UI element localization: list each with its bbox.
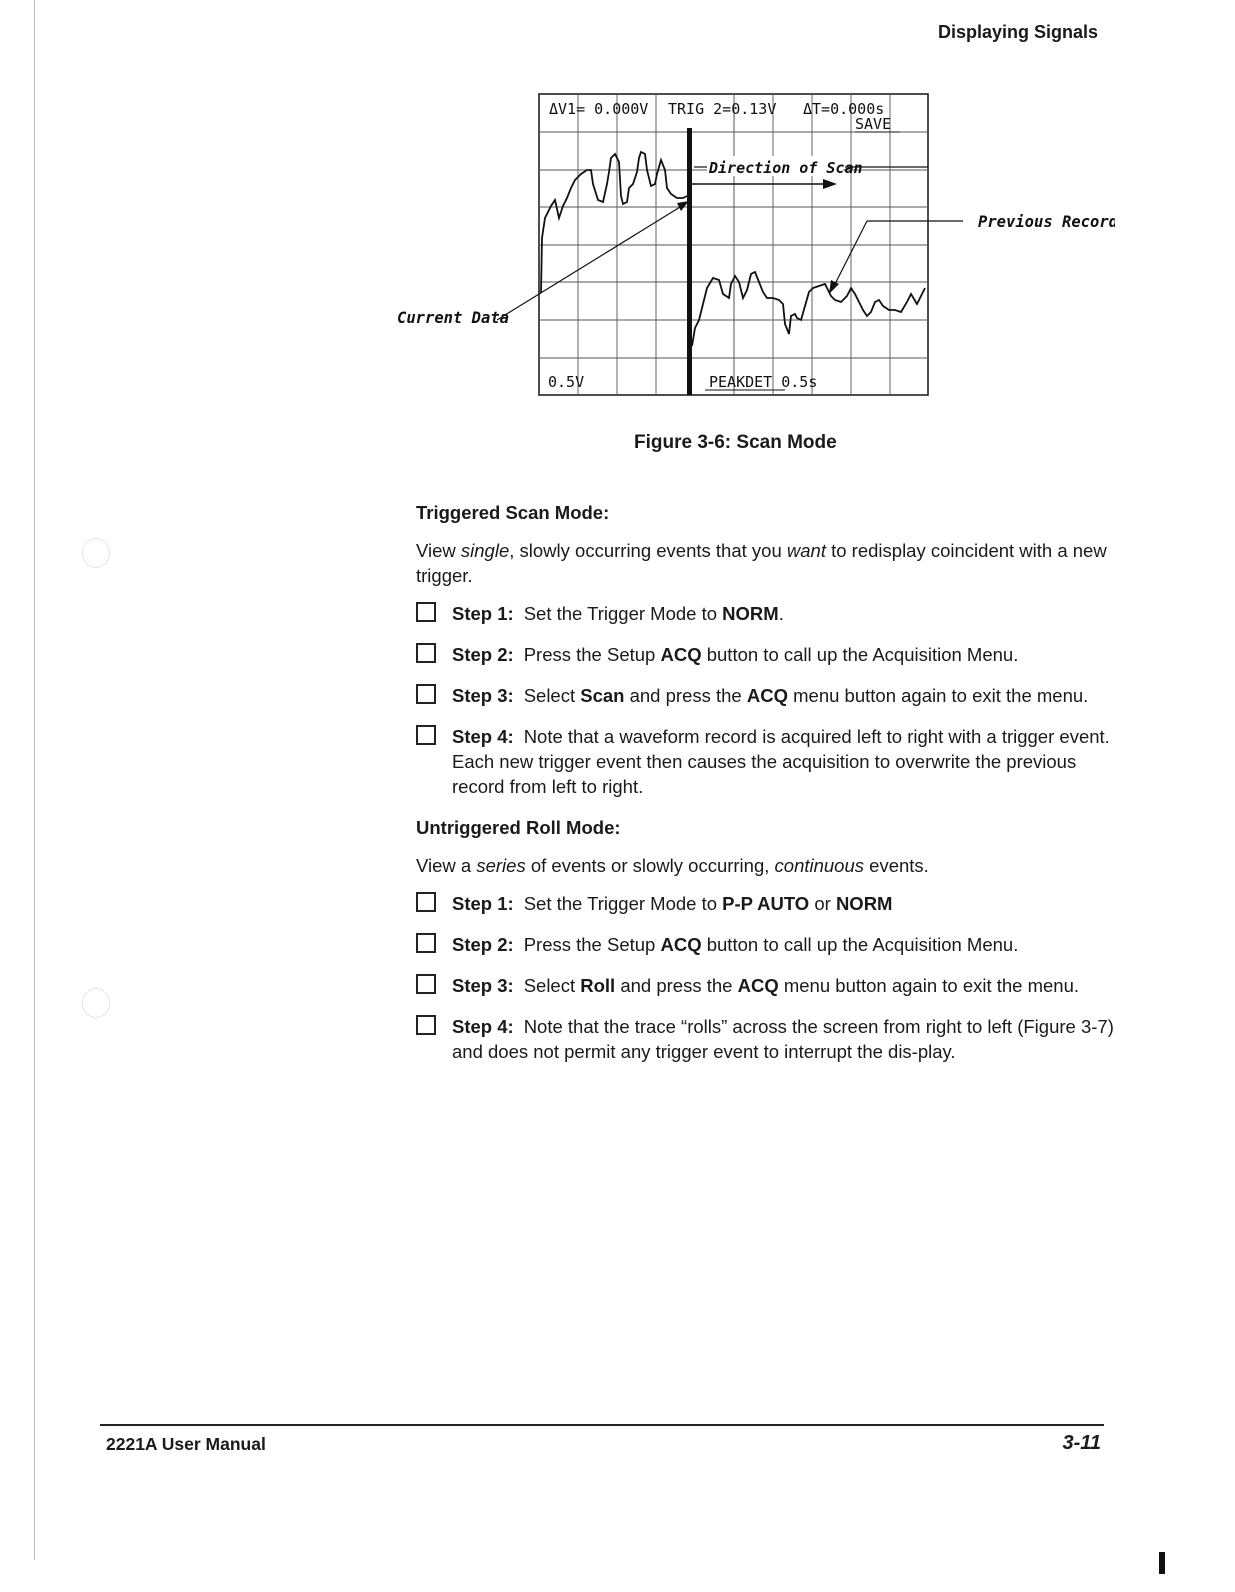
footer-rule xyxy=(100,1424,1104,1426)
margin-mark xyxy=(1159,1552,1165,1574)
untriggered-roll-heading: Untriggered Roll Mode: xyxy=(416,817,621,838)
checkbox[interactable] xyxy=(416,602,436,622)
figure-caption: Figure 3-6: Scan Mode xyxy=(634,432,837,453)
scan-mode-figure xyxy=(395,88,1115,408)
punch-hole xyxy=(82,538,110,568)
readout-save: SAVE xyxy=(855,115,892,133)
current-data-label: Current Data xyxy=(397,309,509,327)
readout-trigger: TRIG 2=0.13V xyxy=(668,100,777,118)
binding-line xyxy=(34,0,35,1560)
readout-delta-t: ΔT=0.000s xyxy=(803,100,885,118)
triggered-intro: View single, slowly occurring events that you want to redisplay coincident with a new trigger. xyxy=(416,540,1107,586)
untriggered-step-2: Step 2: Press the Setup ACQ button to call up the Acquisition Menu. xyxy=(416,932,1116,957)
checkbox[interactable] xyxy=(416,933,436,953)
untriggered-intro: View a series of events or slowly occurring, continuous events. xyxy=(416,855,929,876)
checkbox[interactable] xyxy=(416,643,436,663)
checkbox[interactable] xyxy=(416,892,436,912)
readout-volts-div: 0.5V xyxy=(548,373,585,391)
readout-acq-mode: PEAKDET 0.5s xyxy=(709,373,818,391)
screen-border xyxy=(539,94,928,395)
checkbox[interactable] xyxy=(416,725,436,745)
body-content xyxy=(416,498,1116,1080)
readout-delta-v: ΔV1= 0.000V xyxy=(549,100,649,118)
checkbox[interactable] xyxy=(416,974,436,994)
previous-record-label: Previous Record xyxy=(978,213,1115,231)
untriggered-step-4: Step 4: Note that the trace “rolls” across the screen from right to left (Figure 3-7) and does not permit any trigger event to interrupt the dis-play. xyxy=(416,1014,1116,1064)
scan-bar xyxy=(687,128,692,395)
untriggered-step-3: Step 3: Select Roll and press the ACQ menu button again to exit the menu. xyxy=(416,973,1116,998)
oscilloscope-screen xyxy=(395,88,1115,408)
triggered-step-3: Step 3: Select Scan and press the ACQ menu button again to exit the menu. xyxy=(416,683,1116,708)
manual-title: 2221A User Manual xyxy=(106,1434,266,1454)
punch-hole xyxy=(82,988,110,1018)
checkbox[interactable] xyxy=(416,1015,436,1035)
checkbox[interactable] xyxy=(416,684,436,704)
triggered-step-4: Step 4: Note that a waveform record is acquired left to right with a trigger event. Each new trigger event then causes the acquisition to overwrite the previous record from left to right. xyxy=(416,724,1116,799)
triggered-step-2: Step 2: Press the Setup ACQ button to call up the Acquisition Menu. xyxy=(416,642,1116,667)
triggered-step-1: Step 1: Set the Trigger Mode to NORM. xyxy=(416,601,1116,626)
page-number: 3-11 xyxy=(1062,1432,1101,1454)
direction-of-scan-label: Direction of Scan xyxy=(709,159,863,177)
triggered-scan-heading: Triggered Scan Mode: xyxy=(416,502,610,523)
untriggered-step-1: Step 1: Set the Trigger Mode to P-P AUTO or NORM xyxy=(416,891,1116,916)
section-header: Displaying Signals xyxy=(937,22,1098,42)
